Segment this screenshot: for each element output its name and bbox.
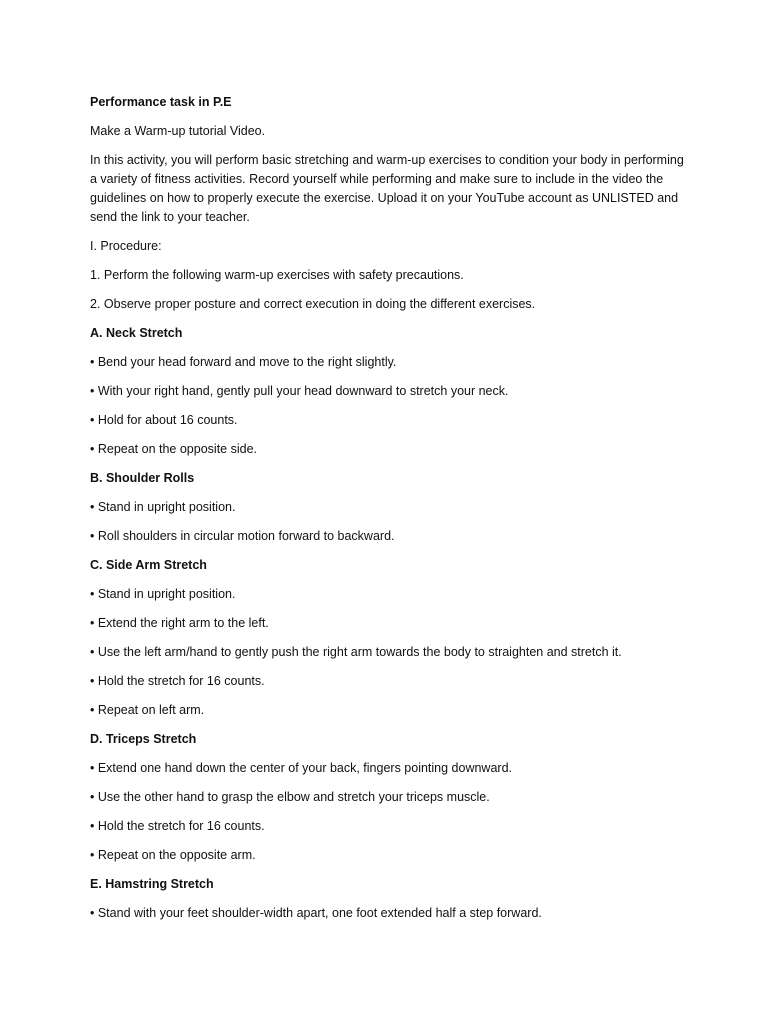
list-item: • Repeat on the opposite side. [90, 442, 257, 456]
list-item: • Extend the right arm to the left. [90, 616, 269, 630]
list-item: • Hold for about 16 counts. [90, 413, 238, 427]
document-subtitle: Make a Warm-up tutorial Video. [90, 124, 266, 138]
document-title: Performance task in P.E [90, 95, 232, 109]
section-heading-triceps-stretch: D. Triceps Stretch [90, 732, 197, 746]
procedure-step: 2. Observe proper posture and correct execution in doing the different exercises. [90, 297, 536, 311]
section-heading-side-arm-stretch: C. Side Arm Stretch [90, 558, 207, 572]
procedure-heading: I. Procedure: [90, 239, 162, 253]
list-item: • Stand in upright position. [90, 500, 236, 514]
document-page [90, 93, 690, 933]
list-item: • Stand with your feet shoulder-width apart, one foot extended half a step forward. [90, 906, 542, 920]
list-item: • Use the other hand to grasp the elbow and stretch your triceps muscle. [90, 790, 490, 804]
section-heading-hamstring-stretch: E. Hamstring Stretch [90, 877, 214, 891]
list-item: • Hold the stretch for 16 counts. [90, 674, 265, 688]
list-item: • Extend one hand down the center of your back, fingers pointing downward. [90, 761, 513, 775]
list-item: • Stand in upright position. [90, 587, 236, 601]
section-heading-shoulder-rolls: B. Shoulder Rolls [90, 471, 195, 485]
procedure-step: 1. Perform the following warm-up exercises with safety precautions. [90, 268, 464, 282]
list-item: • With your right hand, gently pull your head downward to stretch your neck. [90, 384, 509, 398]
list-item: • Repeat on the opposite arm. [90, 848, 256, 862]
list-item: • Roll shoulders in circular motion forward to backward. [90, 529, 395, 543]
intro-paragraph: In this activity, you will perform basic stretching and warm-up exercises to condition your body in performing a variety of fitness activities. Record yourself while performing and make sure to include in the video the guidelines on how to properly execute the exercise. Upload it on your YouTube account as UNLISTED and send the link to your teacher. [90, 153, 684, 224]
list-item: • Repeat on left arm. [90, 703, 205, 717]
list-item: • Hold the stretch for 16 counts. [90, 819, 265, 833]
list-item: • Bend your head forward and move to the right slightly. [90, 355, 397, 369]
list-item: • Use the left arm/hand to gently push the right arm towards the body to straighten and stretch it. [90, 645, 622, 659]
section-heading-neck-stretch: A. Neck Stretch [90, 326, 183, 340]
